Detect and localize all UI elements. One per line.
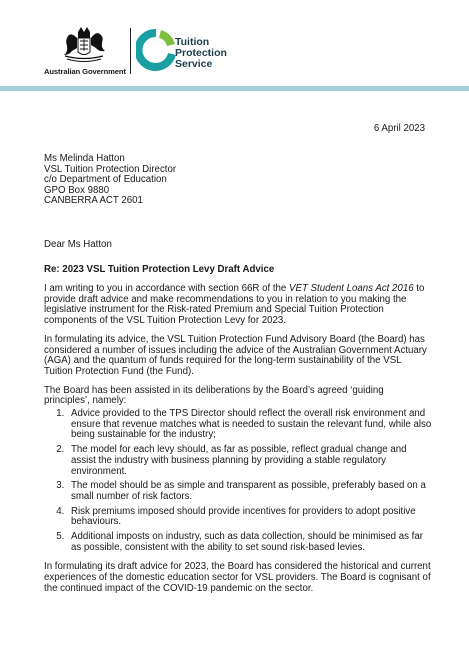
agency-name	[175, 37, 255, 70]
paragraph-board: In formulating its advice, the VSL Tuition Protection Fund Advisory Board (the Board) has considered a number of issues including the advice of the Australian Government Actuary (AGA) and the quantum of funds required for the long-term sustainability of the VSL Tuition Protection Fund (the Fund).	[44, 333, 427, 377]
header-band	[0, 86, 469, 91]
coat-of-arms-icon	[62, 26, 106, 64]
list-item: 1. Advice provided to the TPS Director should reflect the overall risk environment and ensure that revenue matches what is needed to sustain the relevant fund, while also being sustainable for the industry;	[67, 409, 432, 441]
list-item: 3. The model should be as simple and transparent as possible, preferably based on a small number of risk factors.	[67, 481, 432, 502]
subject-line: Re: 2023 VSL Tuition Protection Levy Draft Advice	[44, 264, 275, 275]
letterhead	[0, 0, 469, 88]
recipient-address	[44, 154, 176, 207]
letter-body	[44, 284, 432, 603]
salutation: Dear Ms Hatton	[44, 239, 112, 250]
letter-date: 6 April 2023	[373, 123, 425, 134]
paragraph-draft-advice: In formulating its draft advice for 2023, the Board has considered the historical and current experiences of the domestic education sector for VSL providers. The Board is cognisant of the continued impact of the COVID-19 pandemic on the sector.	[44, 561, 431, 594]
paragraph-text: to provide draft advice and make recommendations to you in relation to you making the legislative instrument for the Risk-rated Premium and Special Tuition Protection components of the VSL Tuition Protection Levy for 2023.	[44, 283, 425, 327]
recipient-line: c/o Department of Education	[44, 174, 167, 186]
list-item: 5. Additional imposts on industry, such as data collection, should be minimised as far as possible, consistent with the ability to set sound risk-based levies.	[67, 532, 432, 553]
agency-name-line: Tuition	[175, 36, 210, 48]
agency-name-line: Protection	[175, 47, 227, 59]
government-name: Australian Government	[44, 67, 126, 76]
recipient-line: Ms Melinda Hatton	[44, 153, 125, 164]
tps-logo-icon	[136, 28, 176, 76]
act-title: VET Student Loans Act 2016	[289, 283, 414, 294]
recipient-line: VSL Tuition Protection Director	[44, 163, 177, 175]
recipient-line: GPO Box 9880	[44, 184, 110, 196]
guiding-principles-list	[44, 409, 432, 553]
paragraph-principles-intro: The Board has been assisted in its deliberations by the Board’s agreed ‘guiding principles’, namely:	[44, 384, 384, 407]
agency-name-line: Service	[175, 58, 213, 70]
paragraph-intro-section	[44, 284, 432, 327]
list-item: 4. Risk premiums imposed should provide incentives for providers to adopt positive behaviours.	[67, 507, 432, 528]
list-item: 2. The model for each levy should, as far as possible, reflect gradual change and assist the industry with business planning by providing a stable regulatory environment.	[67, 445, 432, 477]
logo-divider	[130, 28, 131, 74]
recipient-line: CANBERRA ACT 2601	[44, 195, 143, 207]
paragraph-text: I am writing to you in accordance with section 66R of the	[44, 283, 290, 294]
